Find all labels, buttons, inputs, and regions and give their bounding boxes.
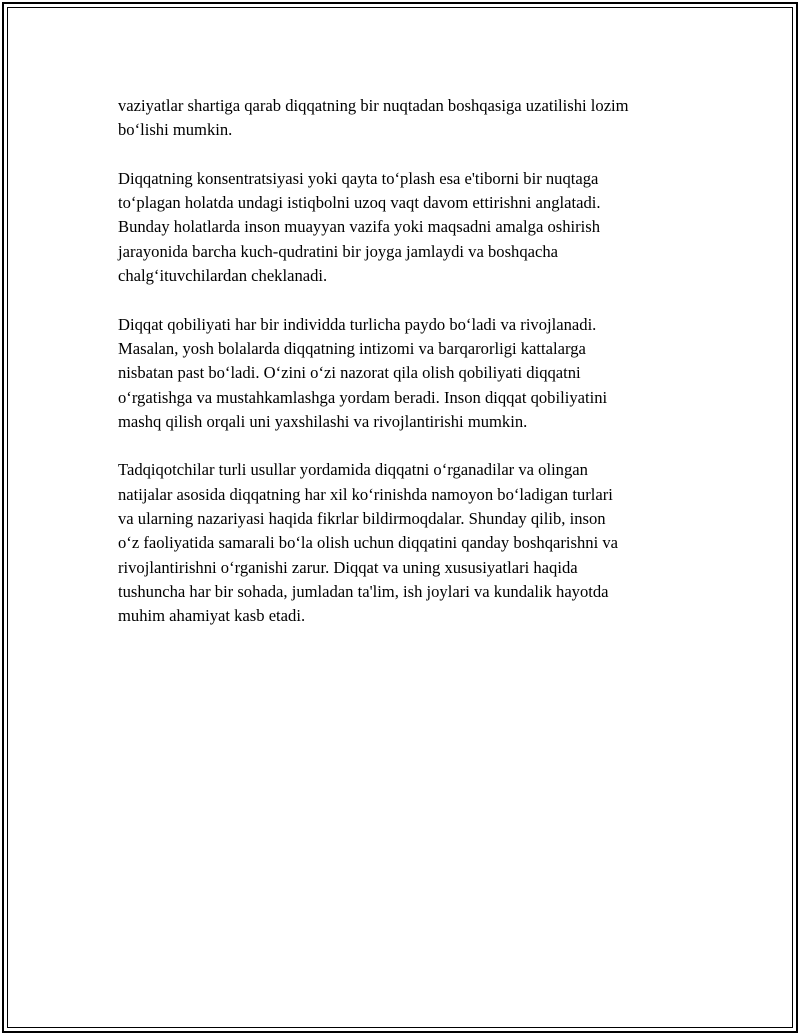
paragraph: Diqqatning konsentratsiyasi yoki qayta to‘plash esa e'tiborni bir nuqtaga to‘plagan holatda undagi istiqbolni uzoq vaqt davom ettirishni anglatadi. Bunday holatlarda inson muayyan vazifa yoki maqsadni amalga oshirish jarayonida barcha kuch-qudratini bir joyga jamlaydi va boshqacha chalg‘ituvchilardan cheklanadi. — [118, 168, 601, 286]
paragraph: Tadqiqotchilar turli usullar yordamida diqqatni o‘rganadilar va olingan natijalar asosida diqqatning har xil ko‘rinishda namoyon bo‘ladigan turlari va ularning nazariyasi haqida fikrlar bildirmoqdalar. Shunday qilib, inson o‘z faoliyatida samarali bo‘la olish uchun diqqatini qanday boshqarishni va rivojlantirishni o‘rganishi zarur. Diqqat va uning xususiyatlari haqida tushuncha har bir sohada, jumladan ta'lim, ish joylari va kundalik hayotda muhim ahamiyat kasb etadi. — [118, 460, 618, 626]
paragraph: vaziyatlar shartiga qarab diqqatning bir nuqtadan boshqasiga uzatilishi lozim bo‘lishi mumkin. — [118, 96, 629, 140]
paragraph: Diqqat qobiliyati har bir individda turlicha paydo bo‘ladi va rivojlanadi. Masalan, yosh bolalarda diqqatning intizomi va barqarorligi kattalarga nisbatan past bo‘ladi. O‘zini o‘zi nazorat qila olish qobiliyati diqqatni o‘rgatishga va mustahkamlashga yordam beradi. Inson diqqat qobiliyatini mashq qilish orqali uni yaxshilashi va rivojlantirishi mumkin. — [118, 314, 608, 431]
document-body — [118, 94, 698, 653]
